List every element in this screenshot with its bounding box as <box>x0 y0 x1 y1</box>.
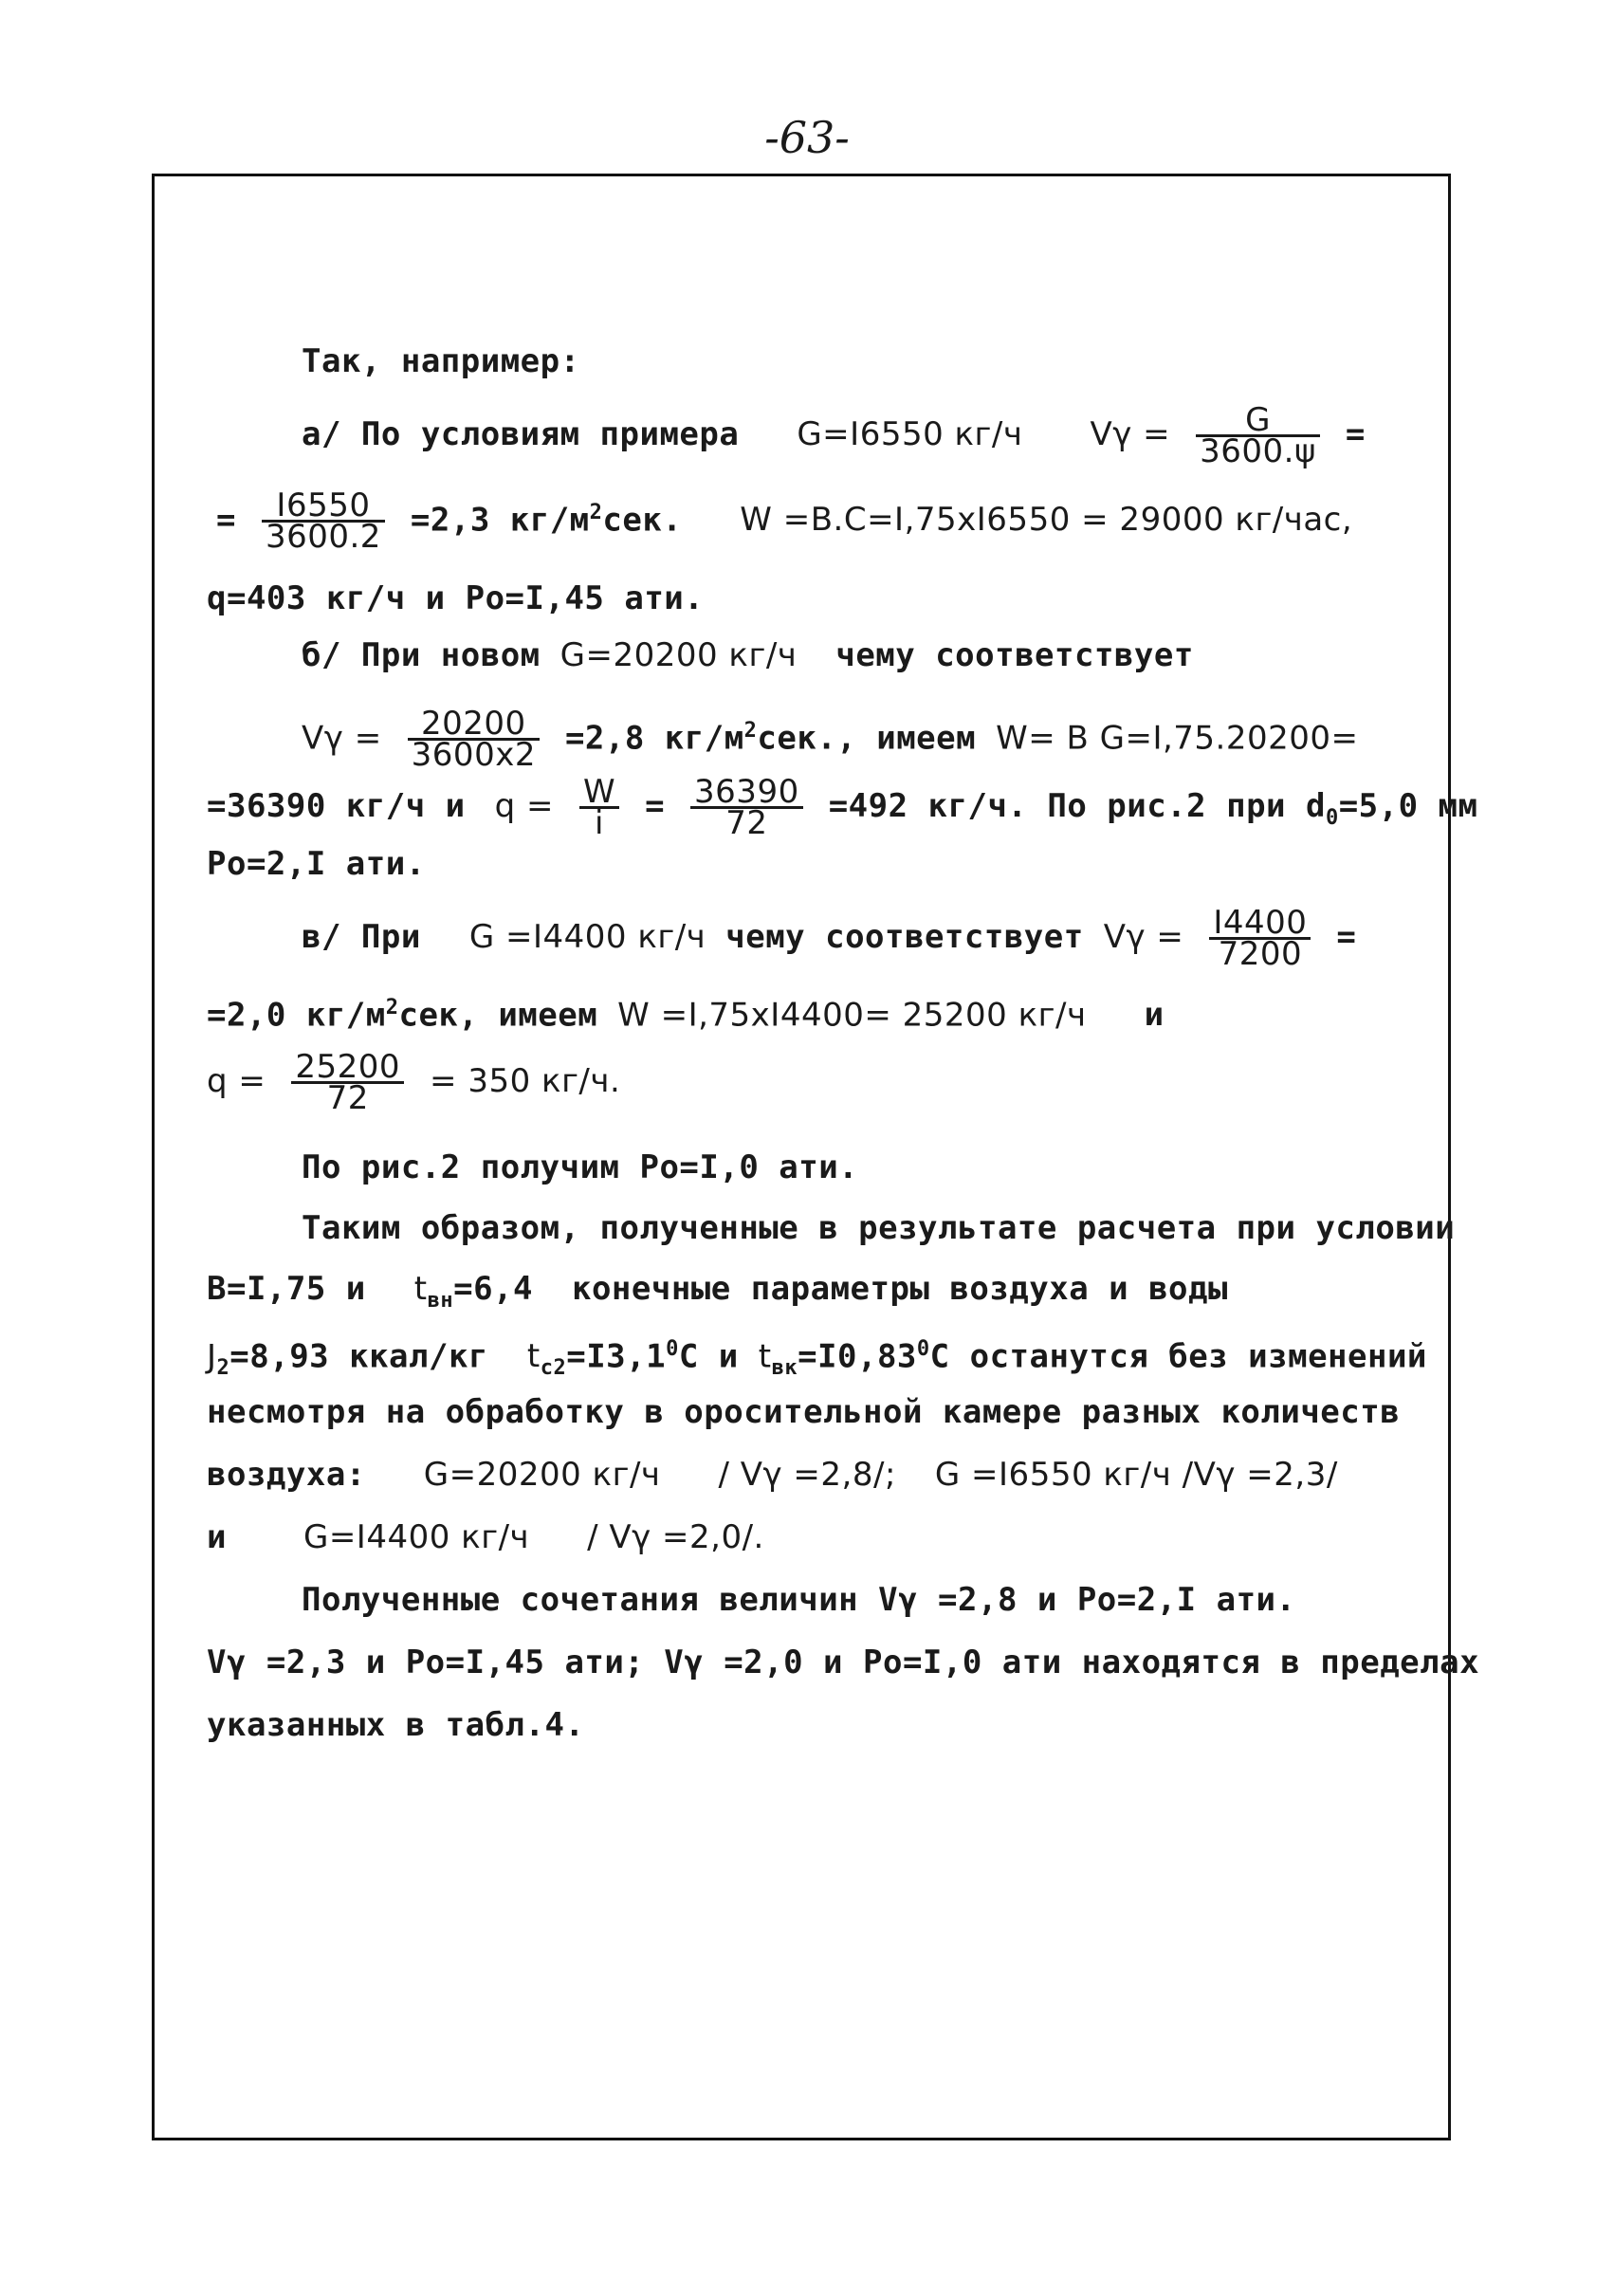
flow-g-value: G=I6550 кг/ч <box>797 415 1023 453</box>
equals-sign: = <box>645 787 666 825</box>
text-line-3 <box>216 487 1353 557</box>
text-fragment: чему соответствует <box>725 918 1084 956</box>
text-fragment: и <box>1144 996 1165 1035</box>
text-line-15 <box>207 1328 1427 1390</box>
text-line-16: несмотря на обработку в оросительной камере разных количеств <box>207 1393 1401 1431</box>
flow-g-value: G=20200 кг/ч <box>423 1456 661 1494</box>
velocity-result: =2,0 кг/м <box>207 996 386 1035</box>
fraction-denominator: 3600x2 <box>411 736 536 775</box>
text-line-13: Таким образом, полученные в результате расчета при условии <box>302 1209 1456 1247</box>
text-line-21: указанных в табл.4. <box>207 1706 585 1744</box>
q-result: = 350 кг/ч. <box>430 1062 621 1100</box>
flow-g-value: G =I4400 кг/ч <box>468 918 706 956</box>
equals-sign: = <box>216 501 236 540</box>
fraction-numerator: 20200 <box>408 709 540 741</box>
q-value-fraction <box>291 1048 404 1117</box>
text-fragment: =8,93 ккал/кг <box>229 1337 488 1376</box>
subscript: вн <box>427 1288 454 1313</box>
text-line-2 <box>302 401 1366 470</box>
text-line-5 <box>302 634 1194 677</box>
velocity-note: / Vγ =2,8/; <box>718 1456 896 1494</box>
t-symbol: t <box>413 1270 428 1308</box>
text-line-18 <box>207 1515 764 1559</box>
water-flow-calc: W =I,75xI4400= 25200 кг/ч <box>617 996 1087 1035</box>
velocity-fraction <box>408 705 540 775</box>
text-fragment: =I3,1 <box>566 1337 667 1376</box>
text-line-4: q=403 кг/ч и Po=I,45 ати. <box>207 579 705 617</box>
text-fragment: конечные параметры воздуха и воды <box>571 1270 1228 1308</box>
velocity-result: =2,3 кг/м <box>410 501 590 540</box>
fraction-numerator: W <box>579 778 619 809</box>
example-a-label: а/ По условиям примера <box>302 415 740 453</box>
t-symbol: t <box>526 1337 541 1376</box>
q-fraction <box>579 773 619 842</box>
q-value-fraction <box>690 773 803 842</box>
flow-g-value: G=I4400 кг/ч <box>303 1518 530 1556</box>
text-fragment: и <box>207 1518 227 1556</box>
subscript: 2 <box>216 1356 230 1381</box>
text-fragment: воздуха: <box>207 1456 366 1494</box>
text-line-10 <box>207 986 1165 1037</box>
example-c-label: в/ При <box>302 918 421 956</box>
text-line-9 <box>302 904 1357 973</box>
text-fragment: =6,4 <box>453 1270 533 1308</box>
text-line-8: Po=2,I ати. <box>207 845 426 883</box>
velocity-label: Vγ = <box>302 719 382 758</box>
velocity-note: / Vγ =2,0/. <box>587 1518 764 1556</box>
text-fragment: C останутся без изменений <box>929 1337 1427 1376</box>
superscript: 2 <box>589 501 603 524</box>
fraction-denominator: 72 <box>725 804 768 842</box>
text-line-6 <box>302 705 1359 775</box>
water-flow-calc: W= B G=I,75.20200= <box>996 719 1359 758</box>
flow-g-value: G=20200 кг/ч <box>559 636 798 674</box>
velocity-note: G =I6550 кг/ч /Vγ =2,3/ <box>934 1456 1338 1494</box>
page-number: -63- <box>764 112 850 163</box>
q-label: q = <box>207 1062 266 1100</box>
water-flow-calc: W =B.C=I,75xI6550 = 29000 кг/час, <box>740 501 1353 540</box>
text-fragment: =492 кг/ч. По рис.2 при d <box>828 787 1326 825</box>
equals-sign: = <box>1345 415 1366 453</box>
subscript: вк <box>771 1356 798 1381</box>
superscript: 0 <box>666 1337 679 1361</box>
text-line-17 <box>207 1453 1338 1497</box>
text-fragment: =5,0 мм <box>1338 787 1478 825</box>
text-fragment: B=I,75 и <box>207 1270 366 1308</box>
q-label: q = <box>494 787 554 825</box>
text-fragment: сек., имеем <box>757 719 977 758</box>
superscript: 2 <box>743 719 758 743</box>
fraction-denominator: 7200 <box>1218 935 1303 973</box>
fraction-denominator: 3600.ψ <box>1200 432 1316 470</box>
text-line-1: Так, например: <box>302 342 580 380</box>
velocity-fraction <box>1209 904 1311 973</box>
superscript: 0 <box>916 1337 930 1361</box>
text-line-11 <box>207 1048 621 1117</box>
velocity-fraction <box>1196 401 1320 470</box>
fraction-numerator: 36390 <box>690 778 803 809</box>
text-fragment: чему соответствует <box>835 636 1194 674</box>
subscript: c2 <box>540 1356 567 1381</box>
fraction-numerator: I6550 <box>262 491 385 523</box>
velocity-fraction <box>262 487 385 557</box>
fraction-numerator: 25200 <box>291 1053 404 1084</box>
text-fragment: сек, имеем <box>398 996 598 1035</box>
velocity-label: Vγ = <box>1103 918 1184 956</box>
fraction-numerator: I4400 <box>1209 909 1311 940</box>
text-line-19: Полученные сочетания величин Vγ =2,8 и Po=2,I ати. <box>302 1581 1296 1619</box>
fraction-denominator: i <box>595 804 604 842</box>
text-line-20: Vγ =2,3 и Po=I,45 ати; Vγ =2,0 и Po=I,0 ати находятся в пределах <box>207 1644 1480 1681</box>
superscript: 2 <box>385 996 399 1019</box>
fraction-denominator: 72 <box>326 1079 369 1117</box>
j-symbol: J <box>207 1337 217 1376</box>
text-fragment: =I0,83 <box>798 1337 917 1376</box>
fraction-numerator: G <box>1196 406 1320 437</box>
velocity-label: Vγ = <box>1090 415 1171 453</box>
velocity-result: =2,8 кг/м <box>564 719 744 758</box>
example-b-label: б/ При новом <box>302 636 541 674</box>
equals-sign: = <box>1336 918 1357 956</box>
text-line-12: По рис.2 получим Po=I,0 ати. <box>302 1148 859 1186</box>
text-line-14 <box>207 1267 1228 1323</box>
text-fragment: =36390 кг/ч и <box>207 787 466 825</box>
subscript: 0 <box>1325 805 1339 830</box>
t-symbol: t <box>758 1337 772 1376</box>
fraction-denominator: 3600.2 <box>265 518 381 557</box>
text-fragment: C и <box>678 1337 739 1376</box>
unit-label: сек. <box>602 501 683 540</box>
text-line-7 <box>207 773 1478 842</box>
